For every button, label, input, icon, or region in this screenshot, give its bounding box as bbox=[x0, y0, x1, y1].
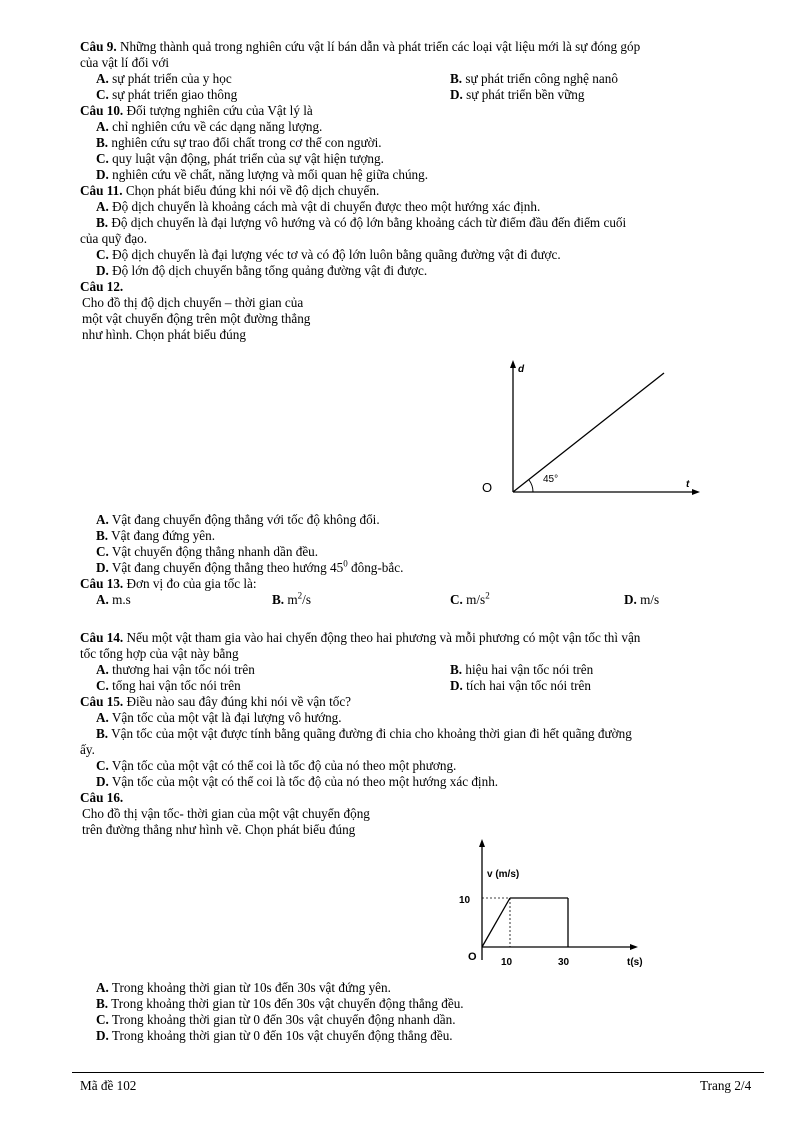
q10-option-d: D. nghiên cứu về chất, năng lượng và mối quan hệ giữa chúng. bbox=[96, 167, 429, 182]
q9-label: Câu 9. bbox=[80, 39, 117, 54]
q16-x-arrow-icon bbox=[630, 944, 638, 950]
q16-velocity-graph bbox=[440, 832, 660, 972]
q16-option-c: C. Trong khoảng thời gian từ 0 đến 30s vật chuyển động nhanh dần. bbox=[96, 1012, 456, 1027]
q13-option-a: A. m.s bbox=[96, 592, 131, 607]
q16-y-tick-10: 10 bbox=[459, 895, 471, 906]
q16-x-tick-30: 30 bbox=[558, 957, 570, 968]
q14-option-a: A. thương hai vận tốc nói trên bbox=[96, 662, 255, 677]
q11-option-b-cont: của quỹ đạo. bbox=[80, 231, 148, 246]
q14-stem-cont: tốc tổng hợp của vật này bằng bbox=[80, 646, 239, 661]
q9-option-b: B. sự phát triển công nghệ nanô bbox=[450, 71, 618, 86]
q12-label: Câu 12. bbox=[80, 279, 124, 294]
q16-label: Câu 16. bbox=[80, 790, 124, 805]
q16-x-label: t(s) bbox=[627, 957, 643, 968]
q12-graph-line bbox=[513, 373, 664, 492]
q11-stem: Câu 11. Chọn phát biểu đúng khi nói về độ dịch chuyển. bbox=[80, 183, 380, 198]
q15-option-a: A. Vận tốc của một vật là đại lượng vô hướng. bbox=[96, 710, 342, 725]
q12-origin-label: O bbox=[482, 480, 493, 495]
q12-y-label: d bbox=[518, 364, 525, 375]
q12-stem-line-2: một vật chuyển động trên một đường thẳng bbox=[82, 311, 311, 326]
q12-option-d: D. Vật đang chuyển động thẳng theo hướng $45^0$ đông-bắc. bbox=[96, 558, 404, 575]
q9-option-c: C. sự phát triển giao thông bbox=[96, 87, 238, 102]
q15-option-c: C. Vận tốc của một vật có thể coi là tốc độ của nó theo một phương. bbox=[96, 758, 457, 773]
q13-label: Câu 13. bbox=[80, 576, 124, 591]
q15-option-b-cont: ấy. bbox=[80, 742, 95, 757]
q14-stem: Câu 14. Nếu một vật tham gia vào hai chyển động theo hai phương và mỗi phương có một vận tốc thì vận bbox=[80, 630, 641, 645]
q11-option-d: D. Độ lớn độ dịch chuyển bằng tổng quảng đường vật đi được. bbox=[96, 263, 428, 278]
footer-page-number: Trang 2/4 bbox=[700, 1078, 752, 1093]
q10-label: Câu 10. bbox=[80, 103, 124, 118]
footer-divider bbox=[72, 1072, 764, 1073]
q10-option-c: C. quy luật vận động, phát triển của sự vật hiện tượng. bbox=[96, 151, 384, 166]
q9-option-d: D. sự phát triển bền vững bbox=[450, 87, 585, 102]
q16-stem-line-2: trên đường thẳng như hình vẽ. Chọn phát biểu đúng bbox=[82, 822, 356, 837]
q13-stem: Câu 13. Đơn vị đo của gia tốc là: bbox=[80, 576, 257, 591]
q14-option-c: C. tổng hai vận tốc nói trên bbox=[96, 678, 241, 693]
q10-stem: Câu 10. Đối tượng nghiên cứu của Vật lý là bbox=[80, 103, 313, 118]
q14-label: Câu 14. bbox=[80, 630, 124, 645]
q16-stem-line-1: Cho đồ thị vận tốc- thời gian của một vật chuyển động bbox=[82, 806, 370, 821]
q9-stem bbox=[80, 39, 640, 55]
q12-stem-line-1: Cho đồ thị độ dịch chuyển – thời gian của bbox=[82, 295, 304, 310]
q12-option-c: C. Vật chuyển động thẳng nhanh dần đều. bbox=[96, 544, 319, 559]
q13-option-b: B. $m^2/s$ bbox=[272, 590, 311, 607]
q10-option-b: B. nghiên cứu sự trao đổi chất trong cơ thể con người. bbox=[96, 135, 382, 150]
q10-option-a: A. chỉ nghiên cứu về các dạng năng lượng. bbox=[96, 119, 323, 134]
q12-x-arrow-icon bbox=[692, 489, 700, 495]
q15-stem: Câu 15. Điều nào sau đây đúng khi nói về vận tốc? bbox=[80, 694, 352, 709]
q12-option-b: B. Vật đang đứng yên. bbox=[96, 528, 215, 543]
q12-option-a: A. Vật đang chuyển động thẳng với tốc độ không đổi. bbox=[96, 512, 380, 527]
q12-angle-arc bbox=[529, 480, 533, 492]
q12-y-arrow-icon bbox=[510, 360, 516, 368]
q11-option-b: B. Độ dịch chuyển là đại lượng vô hướng và có độ lớn bằng khoảng cách từ điểm đầu đến điểm cuối bbox=[96, 215, 627, 230]
q16-y-arrow-icon bbox=[479, 839, 485, 847]
q16-y-label: v (m/s) bbox=[487, 869, 520, 880]
q14-option-b: B. hiệu hai vận tốc nói trên bbox=[450, 662, 594, 677]
q9-stem-cont: của vật lí đối với bbox=[80, 55, 170, 70]
q12-x-label: t bbox=[686, 479, 690, 490]
q12-displacement-graph bbox=[470, 355, 710, 500]
q16-x-tick-10: 10 bbox=[501, 957, 513, 968]
q14-option-d: D. tích hai vận tốc nói trên bbox=[450, 678, 592, 693]
q16-graph-ramp bbox=[482, 898, 510, 947]
q13-option-d: D. m/s bbox=[624, 592, 660, 607]
q15-option-b: B. Vận tốc của một vật được tính bằng quãng đường đi chia cho khoảng thời gian đi hết quãng đường bbox=[96, 726, 632, 741]
q16-option-b: B. Trong khoảng thời gian từ 10s đến 30s vật chuyển động thẳng đều. bbox=[96, 996, 464, 1011]
footer-exam-code: Mã đề 102 bbox=[80, 1078, 137, 1093]
q12-stem-line-3: như hình. Chọn phát biểu đúng bbox=[82, 327, 246, 342]
q11-label: Câu 11. bbox=[80, 183, 123, 198]
q9-option-a: A. sự phát triển của y học bbox=[96, 71, 232, 86]
q16-option-d: D. Trong khoảng thời gian từ 0 đến 10s vật chuyển động thẳng đều. bbox=[96, 1028, 453, 1043]
q12-angle-label: 45° bbox=[543, 474, 559, 485]
q11-option-a: A. Độ dịch chuyển là khoảng cách mà vật di chuyển được theo một hướng xác định. bbox=[96, 199, 541, 214]
q16-option-a: A. Trong khoảng thời gian từ 10s đến 30s vật đứng yên. bbox=[96, 980, 391, 995]
q13-option-c: C. $m/s^2$ bbox=[450, 590, 490, 607]
q15-option-d: D. Vận tốc của một vật có thể coi là tốc độ của nó theo một hướng xác định. bbox=[96, 774, 499, 789]
q11-option-c: C. Độ dịch chuyển là đại lượng véc tơ và có độ lớn luôn bằng quãng đường vật đi được. bbox=[96, 247, 561, 262]
q15-label: Câu 15. bbox=[80, 694, 124, 709]
q16-origin-label: O bbox=[468, 951, 477, 963]
q9-text: Những thành quả trong nghiên cứu vật lí bán dẫn và phát triển các loại vật liệu mới là sự đóng góp bbox=[119, 39, 641, 54]
